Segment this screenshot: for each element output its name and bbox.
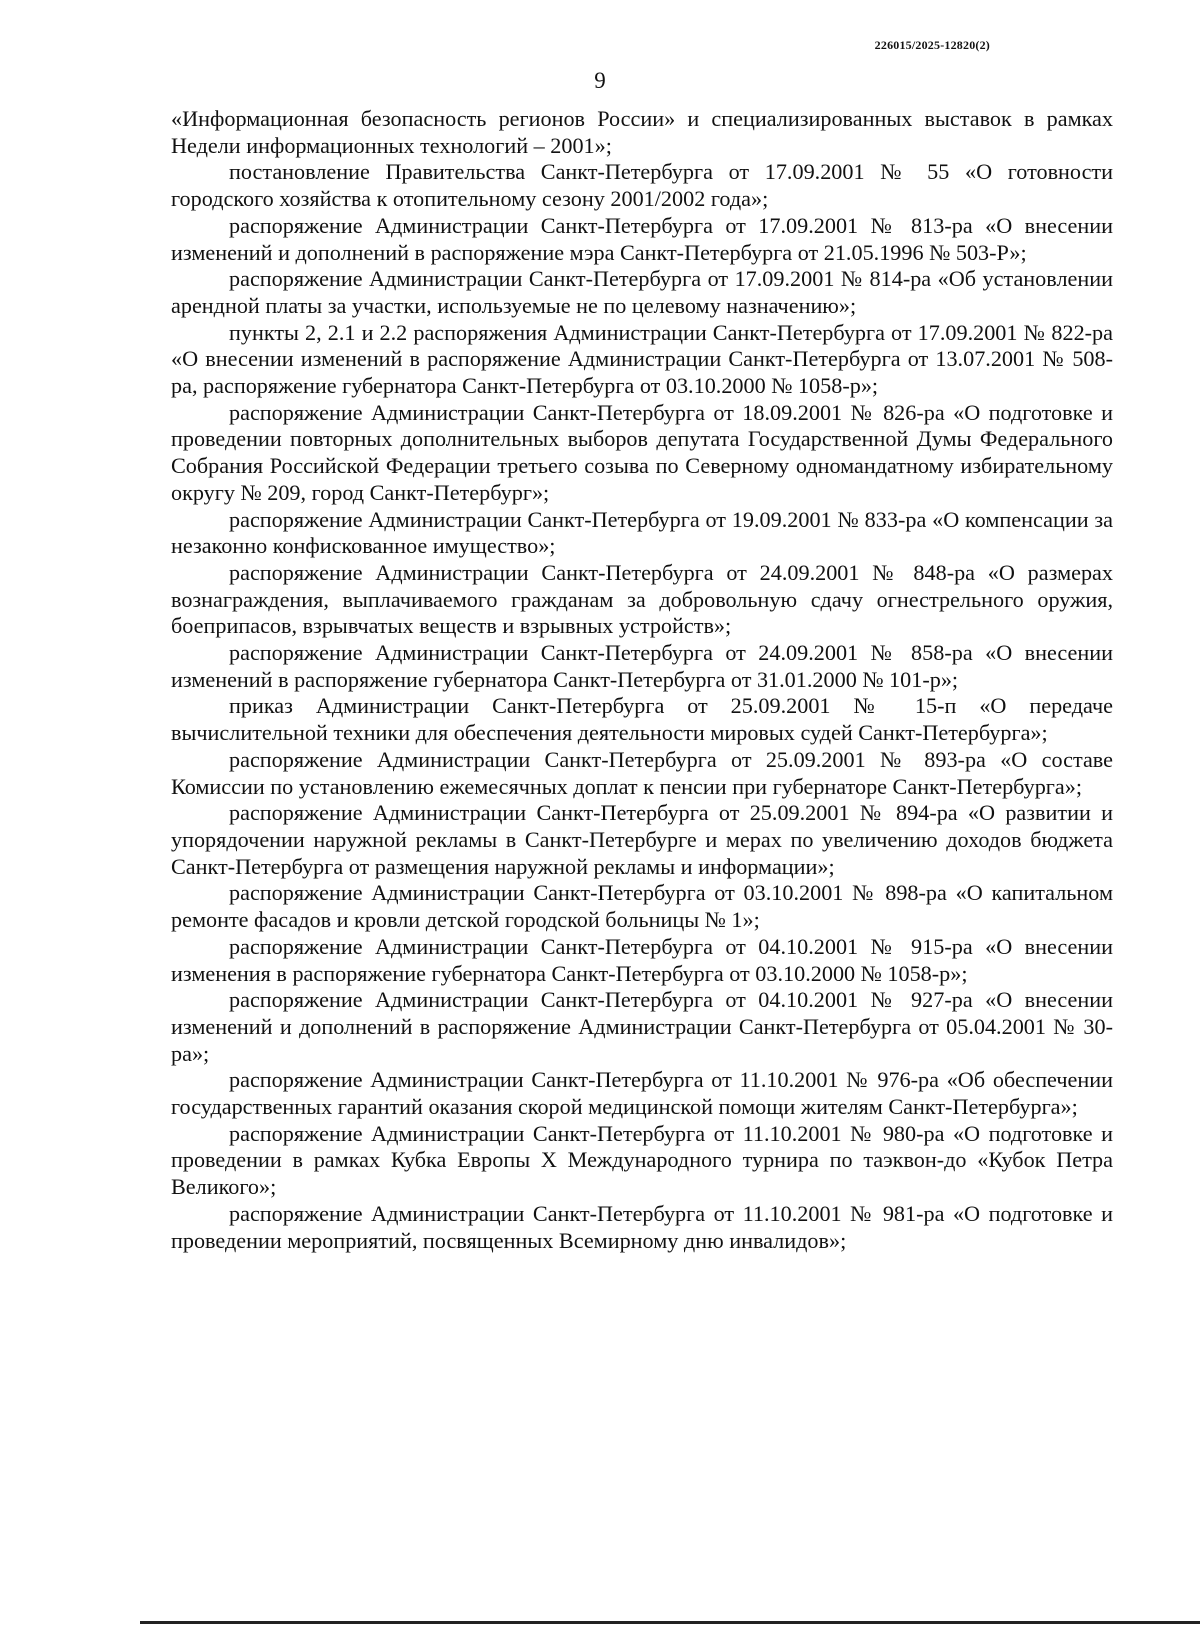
paragraph: постановление Правительства Санкт-Петербурга от 17.09.2001 № 55 «О готовности городского хозяйства к отопительному сезону 2001/2002 года»; (171, 159, 1113, 212)
paragraph: «Информационная безопасность регионов России» и специализированных выставок в рамках Недели информационных технологий – 2001»; (171, 106, 1113, 158)
paragraph: приказ Администрации Санкт-Петербурга от 25.09.2001 № 15-п «О передаче вычислительной техники для обеспечения деятельности мировых судей Санкт-Петербурга»; (171, 693, 1113, 746)
paragraph: распоряжение Администрации Санкт-Петербурга от 17.09.2001 № 813-ра «О внесении изменений и дополнений в распоряжение мэра Санкт-Петербурга от 21.05.1996 № 503-Р»; (171, 212, 1113, 265)
paragraph: распоряжение Администрации Санкт-Петербурга от 25.09.2001 № 893-ра «О составе Комиссии по установлению ежемесячных доплат к пенсии при губернаторе Санкт-Петербурга»; (171, 746, 1113, 799)
document-id: 226015/2025-12820(2) (874, 38, 990, 52)
paragraph: распоряжение Администрации Санкт-Петербурга от 24.09.2001 № 858-ра «О внесении изменений в распоряжение губернатора Санкт-Петербурга от 31.01.2000 № 101-р»; (171, 640, 1113, 692)
paragraph: распоряжение Администрации Санкт-Петербурга от 25.09.2001 № 894-ра «О развитии и упорядочении наружной рекламы в Санкт-Петербурге и мерах по увеличению доходов бюджета Санкт-Петербурга от размещения наружной рекламы и информации»; (171, 800, 1113, 879)
paragraph: распоряжение Администрации Санкт-Петербурга от 11.10.2001 № 981-ра «О подготовке и проведении мероприятий, посвященных Всемирному дню инвалидов»; (171, 1200, 1113, 1253)
scan-edge-line (140, 1621, 1200, 1624)
paragraph: распоряжение Администрации Санкт-Петербурга от 24.09.2001 № 848-ра «О размерах вознаграждения, выплачиваемого гражданам за добровольную сдачу огнестрельного оружия, боеприпасов, взрывчатых веществ и взрывных устройств»; (171, 559, 1113, 639)
paragraph: распоряжение Администрации Санкт-Петербурга от 04.10.2001 № 915-ра «О внесении изменения в распоряжение губернатора Санкт-Петербурга от 03.10.2000 № 1058-р»; (171, 933, 1113, 986)
paragraph: распоряжение Администрации Санкт-Петербурга от 17.09.2001 № 814-ра «Об установлении арендной платы за участки, используемые не по целевому назначению»; (171, 266, 1113, 318)
paragraph: распоряжение Администрации Санкт-Петербурга от 03.10.2001 № 898-ра «О капитальном ремонте фасадов и кровли детской городской больницы № 1»; (171, 880, 1113, 933)
paragraph: распоряжение Администрации Санкт-Петербурга от 11.10.2001 № 976-ра «Об обеспечении государственных гарантий оказания скорой медицинской помощи жителям Санкт-Петербурга»; (171, 1067, 1113, 1120)
paragraph: распоряжение Администрации Санкт-Петербурга от 18.09.2001 № 826-ра «О подготовке и проведении повторных дополнительных выборов депутата Государственной Думы Федерального Собрания Российской Федерации третьего созыва по Северному одномандатному избирательному округу № 209, город Санкт-Петербург»; (171, 399, 1113, 505)
page-number: 9 (594, 68, 606, 93)
paragraph: пункты 2, 2.1 и 2.2 распоряжения Администрации Санкт-Петербурга от 17.09.2001 № 822-ра «О внесении изменений в распоряжение Администрации Санкт-Петербурга от 13.07.2001 № 508-ра, распоряжение губернатора Санкт-Петербурга от 03.10.2000 № 1058-р»; (171, 319, 1113, 399)
paragraph: распоряжение Администрации Санкт-Петербурга от 11.10.2001 № 980-ра «О подготовке и проведении в рамках Кубка Европы X Международного турнира по таэквон-до «Кубок Петра Великого»; (171, 1120, 1113, 1200)
paragraph: распоряжение Администрации Санкт-Петербурга от 19.09.2001 № 833-ра «О компенсации за незаконно конфискованное имущество»; (171, 506, 1113, 559)
document-body (171, 106, 1113, 1254)
paragraph: распоряжение Администрации Санкт-Петербурга от 04.10.2001 № 927-ра «О внесении изменений и дополнений в распоряжение Администрации Санкт-Петербурга от 05.04.2001 № 30-ра»; (171, 987, 1113, 1066)
